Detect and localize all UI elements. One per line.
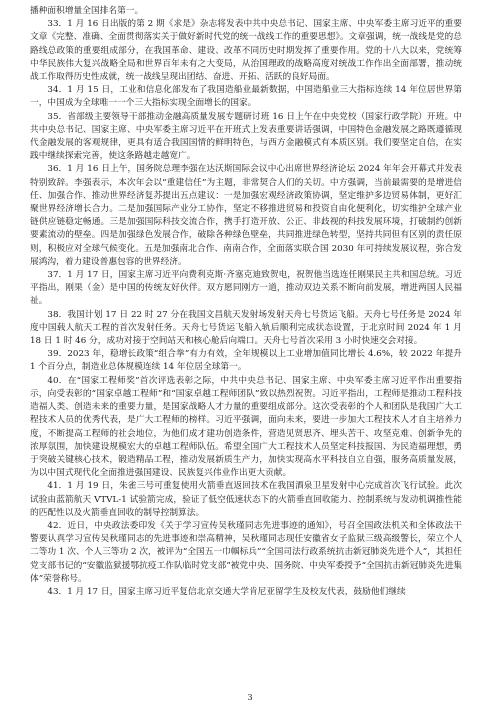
- paragraph-item-36: 36．1 月 16 日上午，国务院总理李强在达沃斯国际会议中心出席世界经济论坛 2024 年年会开幕式并发表特别致辞。李强表示，本次年会以“重建信任”为主题，非常契合人们的关切。中方强调，当前最需要的是增进信任、加强合作、推动世界经济复苏提出五点建议：一是加强宏观经济政策协调，坚定维护多边贸易体制，更好汇聚世界经济增长合力。二是加强国际产业分工协作，坚定不移推进贸易和投资自由化便利化，切实维护全球产业链供应链稳定畅通。三是加强国际科技交流合作，携手打造开放、公正、非歧视的科技发展环境，打破制约创新要素流动的壁垒。四是加强绿色发展合作，破除各种绿色壁垒，共同推进绿色转型，坚持共同但有区别的责任原则，积极应对全球气候变化。五是加强南北合作、南南合作，全面落实联合国 2030 年可持续发展议程，弥合发展鸿沟，着力建设普惠包容的世界经济。: [30, 164, 462, 267]
- document-body: [30, 5, 462, 599]
- paragraph-item-33: 33．1 月 16 日出版的第 2 期《求是》杂志将发表中共中央总书记、国家主席、中央军委主席习近平的重要文章《完整、准确、全面贯彻落实关于做好新时代党的统一战线工作的重要思想》。文章强调，统一战线是党的总路线总政策的重要组成部分，在我国革命、建设、改革不同历史时期发挥了重要作用。党的十八大以来，党统筹中华民族伟大复兴战略全局和世界百年未有之大变局，从治国理政的战略高度对统战工作作出全面部署，推动统战工作取得历史性成就，统一战线呈现出团结、奋进、开拓、活跃的良好局面。: [30, 19, 462, 83]
- paragraph-item-40: 40．在“国家工程师奖”首次评选表彰之际，中共中央总书记、国家主席、中央军委主席习近平作出重要指示，向受表彰的“国家卓越工程师”和“国家卓越工程师团队”致以热烈祝贺。习近平指出，工程师是推动工程科技造福人类、创造未来的重要力量，是国家战略人才力量的重要组成部分。这次受表彰的个人和团队是我国广大工程技术人员的优秀代表，是广大工程师的榜样。习近平强调，面向未来，要进一步加大工程技术人才自主培养力度，不断提高工程师的社会地位，为他们成才建功创造条件，营造见贤思齐、埋头苦干、攻坚克难、创新争先的浓厚氛围，加快建设规模宏大的卓越工程师队伍。希望全国广大工程技术人员坚定科技报国、为民造福理想，勇于突破关键核心技术，锻造精品工程，推动发展新质生产力，加快实现高水平科技自立自强，服务高质量发展，为以中国式现代化全面推进强国建设、民族复兴伟业作出更大贡献。: [30, 375, 462, 479]
- paragraph-item-35: 35．省部级主要领导干部推动金融高质量发展专题研讨班 16 日上午在中央党校（国家行政学院）开班。中共中央总书记、国家主席、中央军委主席习近平在开班式上发表重要讲话强调，中国特色金融发展之路既遵循现代金融发展的客观规律，更具有适合我国国情的鲜明特色，与西方金融模式有本质区别。我们要坚定自信，在实践中继续探索完善，使这条路越走越宽广。: [30, 111, 462, 162]
- paragraph-item-42: 42．近日，中央政法委印发《关于学习宣传吴秋瑾同志先进事迹的通知》，号召全国政法机关和全体政法干警要认真学习宣传吴秋瑾同志的先进事迹和崇高精神，吴秋瑾同志现任安徽省女子监狱三级高级警长，荣立个人二等功 1 次、个人三等功 2 次，被评为“全国五一巾帼标兵”“全国司法行政系统抗击新冠肺炎先进个人”，其担任党支部书记的“安徽监狱援鄂抗疫工作队临时党支部”被党中央、国务院、中央军委授予“全国抗击新冠肺炎先进集体”荣誉称号。: [30, 520, 462, 584]
- paragraph-item-39: 39．2023 年，稳增长政策“组合拳”有力有效，全年规模以上工业增加值同比增长 4.6%，较 2022 年提升 1 个百分点，制造业总体规模连续 14 年位居全球第一。: [30, 349, 462, 373]
- paragraph-continuation: 播种面积增量全国排名第一。: [30, 6, 144, 16]
- paragraph-item-37: 37．1 月 17 日，国家主席习近平向费利克斯·齐塞克迪致贺电，祝贺他当选连任刚果民主共和国总统。习近平指出，刚果（金）是中国的传统友好伙伴。双方愿同刚方一道，推动双边关系不断向前发展，增进两国人民福祉。: [30, 270, 462, 307]
- paragraph-item-34: 34．1 月 15 日，工业和信息化部发布了我国造船业最新数据，中国造船业三大指标连续 14 年位居世界第一，中国成为全球唯一一个三大指标实现全面增长的国家。: [30, 85, 462, 109]
- paragraph-item-41: 41．1 月 19 日，朱雀三号可重复使用火箭垂直返回技术在我国酒泉卫星发射中心完成首次飞行试验。此次试验由蓝箭航天 VTVL-1 试验箭完成，验证了低空低速状态下的火箭垂直回收能力、控制系统与发动机调推性能的匹配性以及火箭垂直回收的制导控制算法。: [30, 481, 462, 518]
- page-number: 3: [247, 693, 253, 702]
- paragraph-item-38: 38．我国计划 17 日 22 时 27 分在我国文昌航天发射场发射天舟七号货运飞船。天舟七号任务是 2024 年度中国载人航天工程的首次发射任务。天舟七号货运飞船入轨后顺利完成状态设置，于北京时间 2024 年 1 月 18 日 1 时 46 分，成功对接于空间站天和核心舱后向端口。天舟七号首次采用 3 小时快速交会对接。: [30, 309, 462, 347]
- paragraph-item-43: 43．1 月 17 日，国家主席习近平复信北京交通大学肯尼亚留学生及校友代表，鼓励他们继续: [47, 586, 406, 597]
